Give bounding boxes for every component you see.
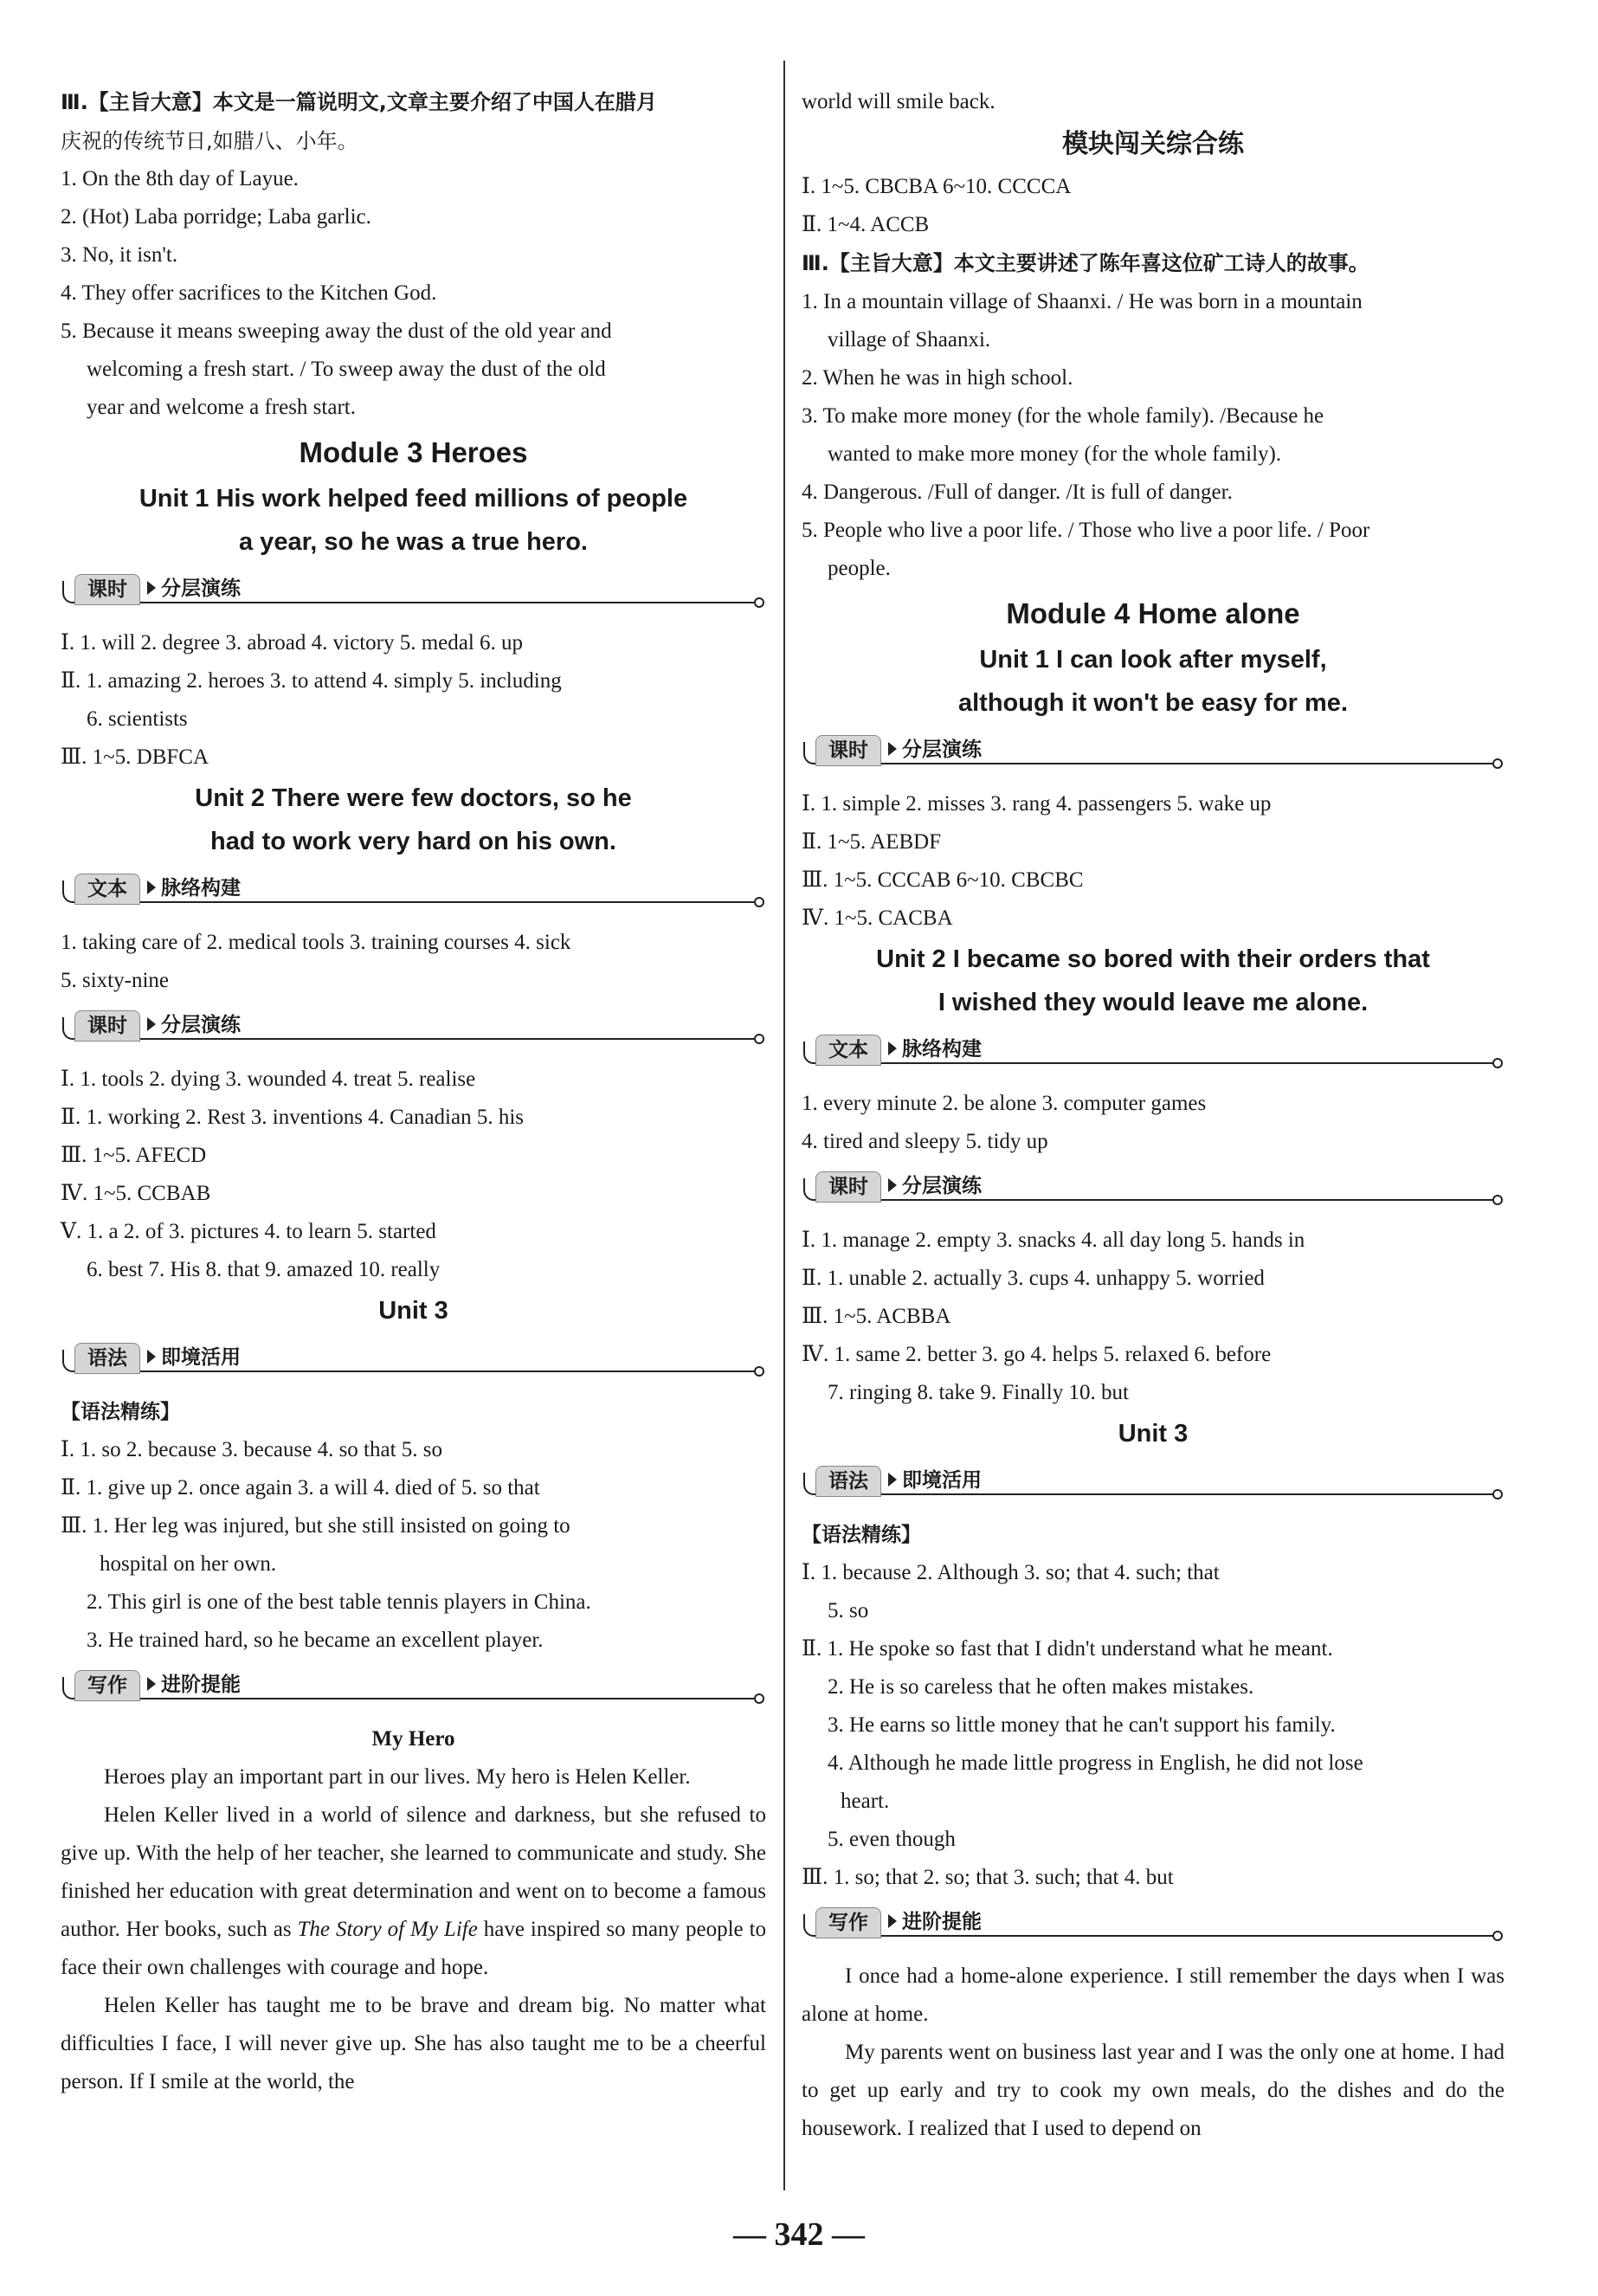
section-tag: 课时 [815, 1171, 881, 1203]
section-tag: 语法 [74, 1343, 140, 1374]
section-title: 即境活用 [902, 1469, 982, 1492]
essay-title: My Hero [371, 1727, 455, 1751]
unit-heading: Unit 1 I can look after myself, [979, 646, 1327, 674]
answer-line: 7. ringing 8. take 9. Finally 10. but [828, 1381, 1129, 1404]
unit-heading: Unit 3 [378, 1297, 448, 1325]
answer-line: Ⅱ. 1. amazing 2. heroes 3. to attend 4. simply 5. including [61, 669, 562, 693]
right-column [802, 83, 1505, 2148]
section-title: 分层演练 [161, 1014, 241, 1036]
answer-line: 6. best 7. His 8. that 9. amazed 10. really [87, 1258, 441, 1281]
section-banner [802, 1902, 1505, 1951]
answer-line: 2. When he was in high school. [802, 366, 1073, 390]
grammar-label: 【语法精练】 [802, 1524, 921, 1546]
section-title: 脉络构建 [902, 1038, 982, 1061]
section-tag: 文本 [74, 874, 140, 905]
section-banner [802, 1166, 1505, 1215]
answer-line: 3. To make more money (for the whole family). /Because he [802, 404, 1324, 428]
answer-line: Ⅰ. 1. will 2. degree 3. abroad 4. victory 5. medal 6. up [61, 631, 524, 655]
unit-heading: Unit 3 [1118, 1420, 1189, 1448]
essay-paragraph [61, 1796, 766, 1987]
answer-line: Ⅲ. 1~5. ACBBA [802, 1305, 951, 1328]
section-tag: 课时 [74, 574, 140, 605]
section-title: 即境活用 [161, 1346, 241, 1369]
essay-text: have inspired so many people to face their own challenges with courage and hope. [61, 1918, 767, 1979]
answer-line: 6. scientists [87, 707, 188, 731]
unit-heading: Unit 2 There were few doctors, so he [195, 784, 632, 812]
answer-line: 5. Because it means sweeping away the dust of the old year and [61, 319, 612, 343]
answer-line: village of Shaanxi. [828, 328, 991, 351]
answer-line: Ⅳ. 1~5. CACBA [802, 906, 953, 930]
module-heading: Module 3 Heroes [299, 436, 528, 468]
answer-line: Ⅱ. 1~5. AEBDF [802, 830, 942, 854]
answer-line: 4. Dangerous. /Full of danger. /It is full of danger. [802, 480, 1233, 504]
answer-line: Ⅰ. 1. manage 2. empty 3. snacks 4. all day long 5. hands in [802, 1229, 1305, 1252]
unit-heading: I wished they would leave me alone. [938, 989, 1369, 1016]
answer-line: Ⅰ. 1. so 2. because 3. because 4. so that 5. so [61, 1438, 443, 1461]
section-title: 脉络构建 [161, 877, 241, 900]
answer-line: Ⅱ. 1~4. ACCB [802, 213, 930, 236]
answer-line: 5. People who live a poor life. / Those who live a poor life. / Poor [802, 519, 1370, 542]
section-tag: 课时 [815, 735, 881, 766]
answer-line: Ⅰ. 1~5. CBCBA 6~10. CCCCA [802, 175, 1072, 198]
answer-line: 5. even though [828, 1828, 956, 1851]
book-title: The Story of My Life [297, 1918, 478, 1941]
essay-paragraph: Helen Keller has taught me to be brave and dream big. No matter what difficulties I face, I will never give up. She has also taught me to be a cheerful person. If I smile at the world, the [61, 1994, 766, 2093]
answer-line: Ⅲ. 1. Her leg was injured, but she still insisted on going to [61, 1514, 570, 1538]
answer-line: 1. On the 8th day of Layue. [61, 167, 299, 190]
section-banner [61, 868, 766, 917]
section-banner [802, 1461, 1505, 1509]
answer-line: 4. tired and sleepy 5. tidy up [802, 1130, 1048, 1153]
answer-line: Ⅳ. 1. same 2. better 3. go 4. helps 5. relaxed 6. before [802, 1343, 1272, 1366]
answer-line: 5. sixty-nine [61, 969, 169, 992]
answer-line: 2. (Hot) Laba porridge; Laba garlic. [61, 205, 371, 229]
answer-line: Ⅴ. 1. a 2. of 3. pictures 4. to learn 5. started [61, 1220, 436, 1243]
answer-line: world will smile back. [802, 90, 996, 113]
answer-line: Ⅲ. 1~5. CCCAB 6~10. CBCBC [802, 868, 1084, 892]
answer-line: Ⅰ. 1. tools 2. dying 3. wounded 4. treat 5. realise [61, 1067, 476, 1091]
section-title: 分层演练 [902, 1175, 982, 1197]
answer-line: Ⅱ. 1. He spoke so fast that I didn't understand what he meant. [802, 1637, 1333, 1661]
answer-line: Ⅰ. 1. simple 2. misses 3. rang 4. passengers 5. wake up [802, 792, 1272, 816]
summary-text: Ⅲ.【主旨大意】本文是一篇说明文,文章主要介绍了中国人在腊月 [61, 90, 657, 114]
answer-line: hospital on her own. [100, 1552, 277, 1576]
answer-line: 2. This girl is one of the best table tennis players in China. [87, 1590, 591, 1614]
answer-line: 3. He trained hard, so he became an excellent player. [87, 1628, 544, 1652]
summary-line [61, 83, 766, 122]
answer-line: 5. so [828, 1599, 869, 1622]
essay-paragraph: My parents went on business last year and I was the only one at home. I had to get up early and try to cook my own meals, do the dishes and do the housework. I realized that I used to depend on [802, 2041, 1505, 2140]
column-divider [783, 61, 785, 2190]
grammar-label: 【语法精练】 [61, 1401, 180, 1423]
answer-line: 1. In a mountain village of Shaanxi. / He was born in a mountain [802, 290, 1363, 313]
section-banner [802, 1029, 1505, 1078]
comprehensive-practice-heading: 模块闯关综合练 [1062, 129, 1244, 159]
unit-heading: Unit 1 His work helped feed millions of people [139, 485, 688, 513]
section-banner [61, 1338, 766, 1386]
page-number: — 342 — [733, 2216, 865, 2253]
answer-line: 4. Although he made little progress in English, he did not lose [828, 1751, 1363, 1775]
section-tag: 课时 [74, 1010, 140, 1042]
essay-paragraph: Heroes play an important part in our lives. My hero is Helen Keller. [104, 1765, 691, 1789]
section-banner [61, 1005, 766, 1054]
section-tag: 写作 [815, 1907, 881, 1938]
summary-line [802, 244, 1505, 283]
unit-heading: although it won't be easy for me. [958, 689, 1348, 717]
section-banner [61, 569, 766, 617]
answer-line: year and welcome a fresh start. [87, 396, 356, 419]
answer-line: Ⅱ. 1. give up 2. once again 3. a will 4. died of 5. so that [61, 1476, 540, 1499]
section-title: 分层演练 [902, 738, 982, 761]
answer-line: Ⅲ. 1. so; that 2. so; that 3. such; that 4. but [802, 1866, 1174, 1889]
module-heading: Module 4 Home alone [1006, 597, 1300, 629]
answer-line: Ⅲ. 1~5. DBFCA [61, 745, 209, 769]
answer-line: 1. every minute 2. be alone 3. computer games [802, 1092, 1207, 1115]
answer-line: 2. He is so careless that he often makes mistakes. [828, 1675, 1254, 1699]
unit-heading: a year, so he was a true hero. [239, 528, 588, 556]
section-tag: 写作 [74, 1670, 140, 1701]
section-banner [802, 730, 1505, 778]
answer-line: Ⅳ. 1~5. CCBAB [61, 1182, 211, 1205]
answer-line: people. [828, 557, 891, 580]
answer-line: wanted to make more money (for the whole family). [828, 442, 1282, 466]
answer-line: Ⅰ. 1. because 2. Although 3. so; that 4. such; that [802, 1561, 1220, 1584]
section-title: 分层演练 [161, 577, 241, 600]
essay-text: Helen Keller lived in a world of silence and darkness, but she refused to give up. With the help of her teacher, she learned to communicate and study. She finished her education with great determination and went on to become a famous author. Her books, such as [61, 1803, 766, 1941]
answer-line: Ⅱ. 1. working 2. Rest 3. inventions 4. Canadian 5. his [61, 1106, 525, 1129]
section-title: 进阶提能 [902, 1911, 982, 1933]
section-title: 进阶提能 [161, 1674, 241, 1696]
answer-line: welcoming a fresh start. / To sweep away the dust of the old [87, 358, 606, 381]
section-banner [61, 1665, 766, 1713]
summary-line-2: 庆祝的传统节日,如腊八、小年。 [61, 129, 358, 153]
answer-line: 3. No, it isn't. [61, 243, 178, 267]
unit-heading: Unit 2 I became so bored with their orders that [876, 945, 1430, 973]
answer-line: Ⅲ. 1~5. AFECD [61, 1144, 207, 1167]
unit-heading: had to work very hard on his own. [210, 828, 616, 855]
section-tag: 文本 [815, 1035, 881, 1066]
section-tag: 语法 [815, 1466, 881, 1497]
answer-line: 4. They offer sacrifices to the Kitchen God. [61, 281, 437, 305]
answer-line: heart. [841, 1790, 890, 1813]
left-column [61, 83, 766, 2101]
answer-line: Ⅱ. 1. unable 2. actually 3. cups 4. unhappy 5. worried [802, 1267, 1265, 1290]
summary-text: Ⅲ.【主旨大意】本文主要讲述了陈年喜这位矿工诗人的故事。 [802, 251, 1369, 275]
essay-paragraph: I once had a home-alone experience. I still remember the days when I was alone at home. [802, 1964, 1505, 2026]
answer-line: 3. He earns so little money that he can't support his family. [828, 1713, 1336, 1737]
answer-line: 1. taking care of 2. medical tools 3. training courses 4. sick [61, 931, 571, 954]
